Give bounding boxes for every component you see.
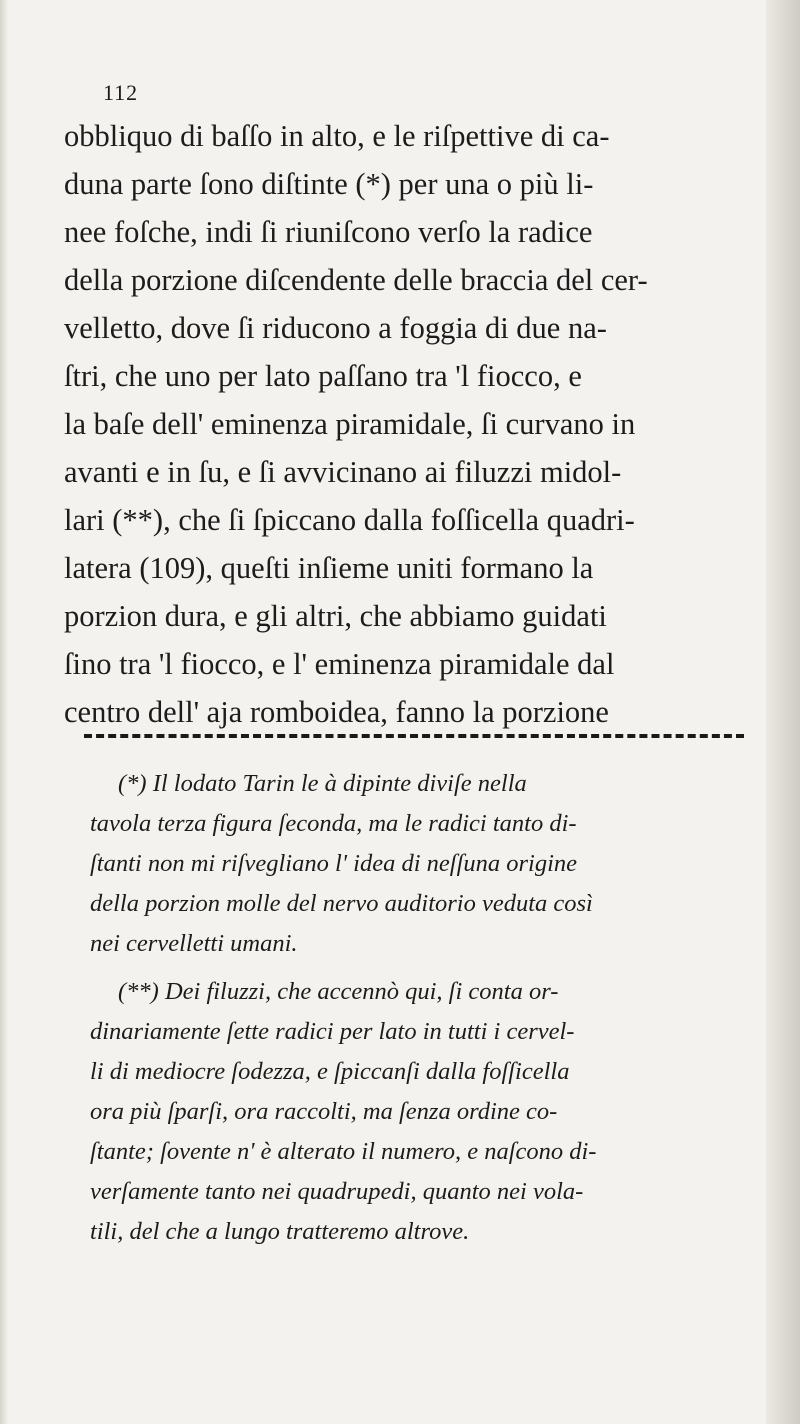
footnote-separator-rule: [84, 734, 744, 738]
footnote-line: (**) Dei filuzzi, che accennò qui, ſi conta or-: [118, 978, 559, 1005]
footnote-line: della porzion molle del nervo auditorio veduta così: [90, 890, 593, 917]
footnote-line: ſtanti non mi riſvegliano l' idea di neſſuna origine: [90, 850, 578, 877]
text-line: ſino tra 'l fiocco, e l' eminenza piramidale dal: [64, 647, 615, 681]
footnote-line: ora più ſparſi, ora raccolti, ma ſenza ordine co-: [90, 1098, 558, 1125]
text-line: latera (109), queſti inſieme uniti formano la: [64, 551, 594, 585]
main-text: [64, 112, 744, 736]
footnote-line: verſamente tanto nei quadrupedi, quanto nei vola-: [90, 1178, 584, 1205]
footnote-line: tili, del che a lungo tratteremo altrove.: [90, 1218, 470, 1245]
text-line: centro dell' aja romboidea, fanno la porzione: [64, 695, 609, 729]
footnote-line: ſtante; ſovente n' è alterato il numero, e naſcono di-: [90, 1138, 597, 1165]
text-line: della porzione diſcendente delle braccia del cer-: [64, 263, 648, 297]
text-line: ſtri, che uno per lato paſſano tra 'l fiocco, e: [64, 359, 582, 393]
footnote-2: [90, 972, 750, 1252]
footnote-line: tavola terza figura ſeconda, ma le radici tanto di-: [90, 810, 577, 837]
footnote-line: nei cervelletti umani.: [90, 930, 298, 957]
text-line: porzion dura, e gli altri, che abbiamo guidati: [64, 599, 607, 633]
footnote-line: (*) Il lodato Tarin le à dipinte diviſe nella: [118, 770, 527, 797]
footnote-1: [90, 764, 750, 964]
footnotes: [90, 764, 750, 1252]
text-line: la baſe dell' eminenza piramidale, ſi curvano in: [64, 407, 636, 441]
text-line: obbliquo di baſſo in alto, e le riſpettive di ca-: [64, 119, 610, 153]
text-line: avanti e in ſu, e ſi avvicinano ai filuzzi midol-: [64, 455, 622, 489]
page-edge-left: [0, 0, 8, 1424]
text-line: lari (**), che ſi ſpiccano dalla foſſicella quadri-: [64, 503, 635, 537]
text-line: velletto, dove ſi riducono a foggia di due na-: [64, 311, 607, 345]
footnote-line: dinariamente ſette radici per lato in tutti i cervel-: [90, 1018, 575, 1045]
text-line: duna parte ſono diſtinte (*) per una o più li-: [64, 167, 594, 201]
page-edge-right: [766, 0, 800, 1424]
footnote-line: li di mediocre ſodezza, e ſpiccanſi dalla foſſicella: [90, 1058, 570, 1085]
page-number: 112: [103, 80, 139, 105]
text-line: nee foſche, indi ſi riuniſcono verſo la radice: [64, 215, 593, 249]
